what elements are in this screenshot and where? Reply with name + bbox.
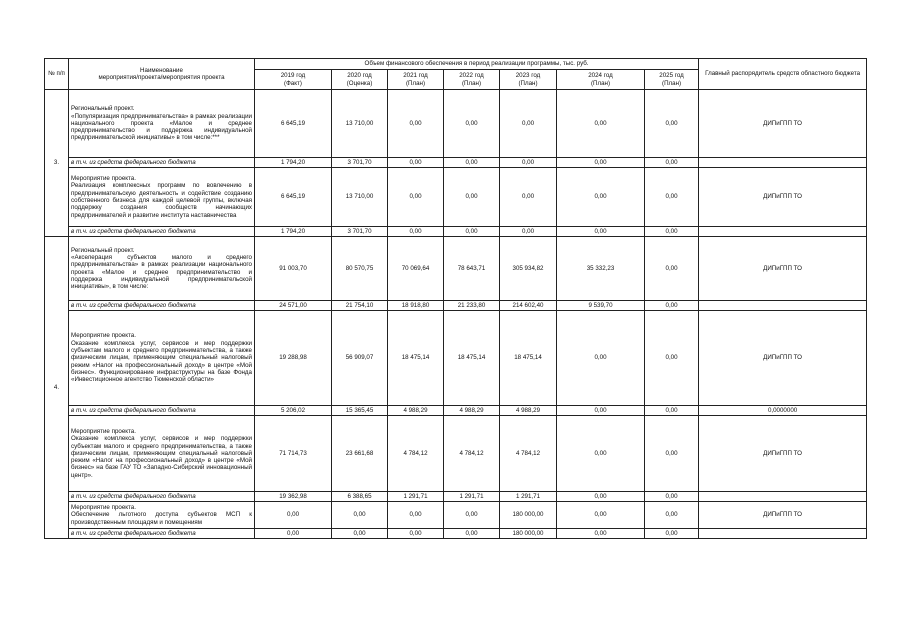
federal-amount-cell: 4 988,29 [500,406,557,416]
federal-label: в т.ч. из средств федерального бюджета [69,158,255,168]
federal-amount-cell: 5 206,02 [255,406,332,416]
federal-amount-cell: 0,00 [645,492,699,502]
amount-cell: 0,00 [645,237,699,301]
distributor-cell: ДИПиГПП ТО [699,90,867,158]
amount-cell: 0,00 [500,168,557,227]
item-name: Региональный проект. «Акселерация субъектов малого и среднего предпринимательства» в рамках реализации национального проекта «Малое и среднее предпринимательство и поддержка индивидуальной предпринимательской инициативы», в том числе: [69,237,255,301]
amount-cell: 13 710,00 [332,168,388,227]
amount-cell: 0,00 [645,502,699,529]
header-year [645,70,699,90]
item-name: Мероприятие проекта. Реализация комплексных программ по вовлечению в предпринимательскую деятельность и содействие созданию собственного бизнеса для каждой целевой группы, включая поддержку создания сообществ начинающих предпринимателей и развитие института наставничества [69,168,255,227]
amount-cell: 0,00 [500,90,557,158]
header-year-kind: (План) [590,79,611,87]
amount-cell: 0,00 [557,311,645,406]
header-year-label: 2025 год [659,72,684,80]
amount-cell: 0,00 [557,90,645,158]
amount-cell: 0,00 [557,168,645,227]
header-year [444,70,500,90]
federal-amount-cell: 18 918,80 [388,301,444,311]
header-year-label: 2023 год [515,72,541,80]
table-row [45,90,867,158]
amount-cell: 0,00 [645,416,699,492]
table-row-federal [45,406,867,416]
header-year-kind: (План) [518,79,538,87]
amount-cell: 78 643,71 [444,237,500,301]
amount-cell: 13 710,00 [332,90,388,158]
federal-amount-cell: 0,00 [645,529,699,539]
table-row [45,416,867,492]
federal-amount-cell: 0,00 [557,492,645,502]
header-year-kind: (План) [405,79,426,87]
amount-cell: 0,00 [255,502,332,529]
header-distributor: Главный распорядитель средств областного бюджета [699,59,867,90]
amount-cell: 6 645,19 [255,168,332,227]
amount-cell: 4 784,12 [444,416,500,492]
amount-cell: 91 003,70 [255,237,332,301]
header-year [557,70,645,90]
header-year-label: 2024 год [588,72,613,80]
federal-amount-cell: 0,00 [557,406,645,416]
item-name: Региональный проект. «Популяризация предпринимательства» в рамках реализации национального проекта «Малое и среднее предпринимательство и поддержка индивидуальной предпринимательской инициативы» в том числе:*** [69,90,255,158]
row-index: 4. [45,237,69,539]
federal-amount-cell: 4 988,29 [444,406,500,416]
amount-cell: 19 288,98 [255,311,332,406]
header-number: № п/п [45,59,69,90]
amount-cell: 0,00 [645,90,699,158]
table-row-federal [45,492,867,502]
funding-table [44,58,867,539]
federal-amount-cell: 0,00 [645,227,699,237]
amount-cell: 0,00 [557,416,645,492]
federal-amount-cell: 0,00 [645,301,699,311]
distributor-cell: ДИПиГПП ТО [699,502,867,529]
federal-amount-cell: 1 794,20 [255,158,332,168]
federal-amount-cell: 0,00 [557,227,645,237]
amount-cell: 0,00 [645,168,699,227]
header-year-label: 2022 год [459,72,484,80]
amount-cell: 305 934,82 [500,237,557,301]
amount-cell: 56 909,07 [332,311,388,406]
federal-distributor-cell [699,529,867,539]
federal-amount-cell: 1 291,71 [388,492,444,502]
federal-amount-cell: 1 291,71 [500,492,557,502]
amount-cell: 0,00 [388,90,444,158]
federal-amount-cell: 180 000,00 [500,529,557,539]
header-year-label: 2019 год [280,72,306,80]
header-year-kind: (Факт) [284,79,302,87]
amount-cell: 0,00 [388,502,444,529]
federal-label: в т.ч. из средств федерального бюджета [69,301,255,311]
amount-cell: 0,00 [557,502,645,529]
federal-amount-cell: 0,00 [557,529,645,539]
federal-amount-cell: 21 233,80 [444,301,500,311]
federal-amount-cell: 0,00 [332,529,388,539]
amount-cell: 180 000,00 [500,502,557,529]
federal-amount-cell: 214 602,40 [500,301,557,311]
table-row-federal [45,158,867,168]
distributor-cell: ДИПиГПП ТО [699,168,867,227]
item-name: Мероприятие проекта. Оказание комплекса услуг, сервисов и мер поддержки субъектам малого и среднего предпринимательства, а также физическим лицам, применяющим специальный налоговый режим «Налог на профессиональный доход» в центре «Мой бизнес». Функционирование инфраструктуры на базе Фонда «Инвестиционное агентство Тюменской области» [69,311,255,406]
header-name: Наименование мероприятия/проекта/мероприятия проекта [69,59,255,90]
amount-cell: 0,00 [388,168,444,227]
federal-amount-cell: 3 701,70 [332,227,388,237]
federal-amount-cell: 0,00 [444,529,500,539]
row-index: 3. [45,90,69,237]
federal-amount-cell: 1 794,20 [255,227,332,237]
federal-amount-cell: 9 539,70 [557,301,645,311]
federal-amount-cell: 21 754,10 [332,301,388,311]
amount-cell: 0,00 [332,502,388,529]
federal-amount-cell: 19 362,98 [255,492,332,502]
amount-cell: 4 784,12 [388,416,444,492]
distributor-cell: ДИПиГПП ТО [699,237,867,301]
table-row-federal [45,227,867,237]
federal-distributor-cell [699,158,867,168]
federal-label: в т.ч. из средств федерального бюджета [69,492,255,502]
item-name: Мероприятие проекта. Обеспечение льготного доступа субъектов МСП к производственным площадям и помещениям [69,502,255,529]
federal-distributor-cell [699,492,867,502]
item-name: Мероприятие проекта. Оказание комплекса услуг, сервисов и мер поддержки субъектам малого и среднего предпринимательства, а также физическим лицам, применяющим специальный налоговый режим «Налог на профессиональный доход» в центре «Мой бизнес» на базе ГАУ ТО «Западно-Сибирский инновационный центр». [69,416,255,492]
amount-cell: 4 784,12 [500,416,557,492]
federal-amount-cell: 6 388,65 [332,492,388,502]
header-funding: Объем финансового обеспечения в период реализации программы, тыс. руб. [255,59,699,70]
federal-amount-cell: 0,00 [444,227,500,237]
federal-amount-cell: 24 571,00 [255,301,332,311]
amount-cell: 18 475,14 [444,311,500,406]
amount-cell: 80 570,75 [332,237,388,301]
header-year-label: 2020 год [347,72,372,80]
federal-amount-cell: 0,00 [255,529,332,539]
federal-amount-cell: 0,00 [444,158,500,168]
header-year-kind: (План) [662,79,682,87]
table-row-federal [45,529,867,539]
federal-distributor-cell [699,301,867,311]
amount-cell: 0,00 [645,311,699,406]
table-row [45,168,867,227]
federal-amount-cell: 0,00 [645,406,699,416]
amount-cell: 70 069,64 [388,237,444,301]
header-year-kind: (Оценка) [346,79,373,87]
federal-amount-cell: 15 365,45 [332,406,388,416]
federal-amount-cell: 4 988,29 [388,406,444,416]
amount-cell: 0,00 [444,502,500,529]
federal-distributor-cell: 0,0000000 [699,406,867,416]
table-row-federal [45,301,867,311]
federal-label: в т.ч. из средств федерального бюджета [69,529,255,539]
federal-amount-cell: 0,00 [388,529,444,539]
amount-cell: 71 714,73 [255,416,332,492]
amount-cell: 35 332,23 [557,237,645,301]
amount-cell: 23 661,68 [332,416,388,492]
amount-cell: 0,00 [444,90,500,158]
federal-amount-cell: 0,00 [500,227,557,237]
federal-amount-cell: 0,00 [557,158,645,168]
amount-cell: 0,00 [444,168,500,227]
header-year [255,70,332,90]
federal-amount-cell: 3 701,70 [332,158,388,168]
amount-cell: 18 475,14 [500,311,557,406]
amount-cell: 18 475,14 [388,311,444,406]
federal-amount-cell: 0,00 [645,158,699,168]
federal-amount-cell: 0,00 [388,158,444,168]
federal-distributor-cell [699,227,867,237]
header-year-kind: (План) [461,79,482,87]
header-year [332,70,388,90]
amount-cell: 6 645,19 [255,90,332,158]
distributor-cell: ДИПиГПП ТО [699,311,867,406]
table-row [45,311,867,406]
federal-amount-cell: 0,00 [500,158,557,168]
federal-amount-cell: 1 291,71 [444,492,500,502]
federal-amount-cell: 0,00 [388,227,444,237]
federal-label: в т.ч. из средств федерального бюджета [69,406,255,416]
distributor-cell: ДИПиГПП ТО [699,416,867,492]
table-row [45,502,867,529]
federal-label: в т.ч. из средств федерального бюджета [69,227,255,237]
table-row [45,237,867,301]
header-year-label: 2021 год [403,72,428,80]
header-year [388,70,444,90]
header-year [500,70,557,90]
